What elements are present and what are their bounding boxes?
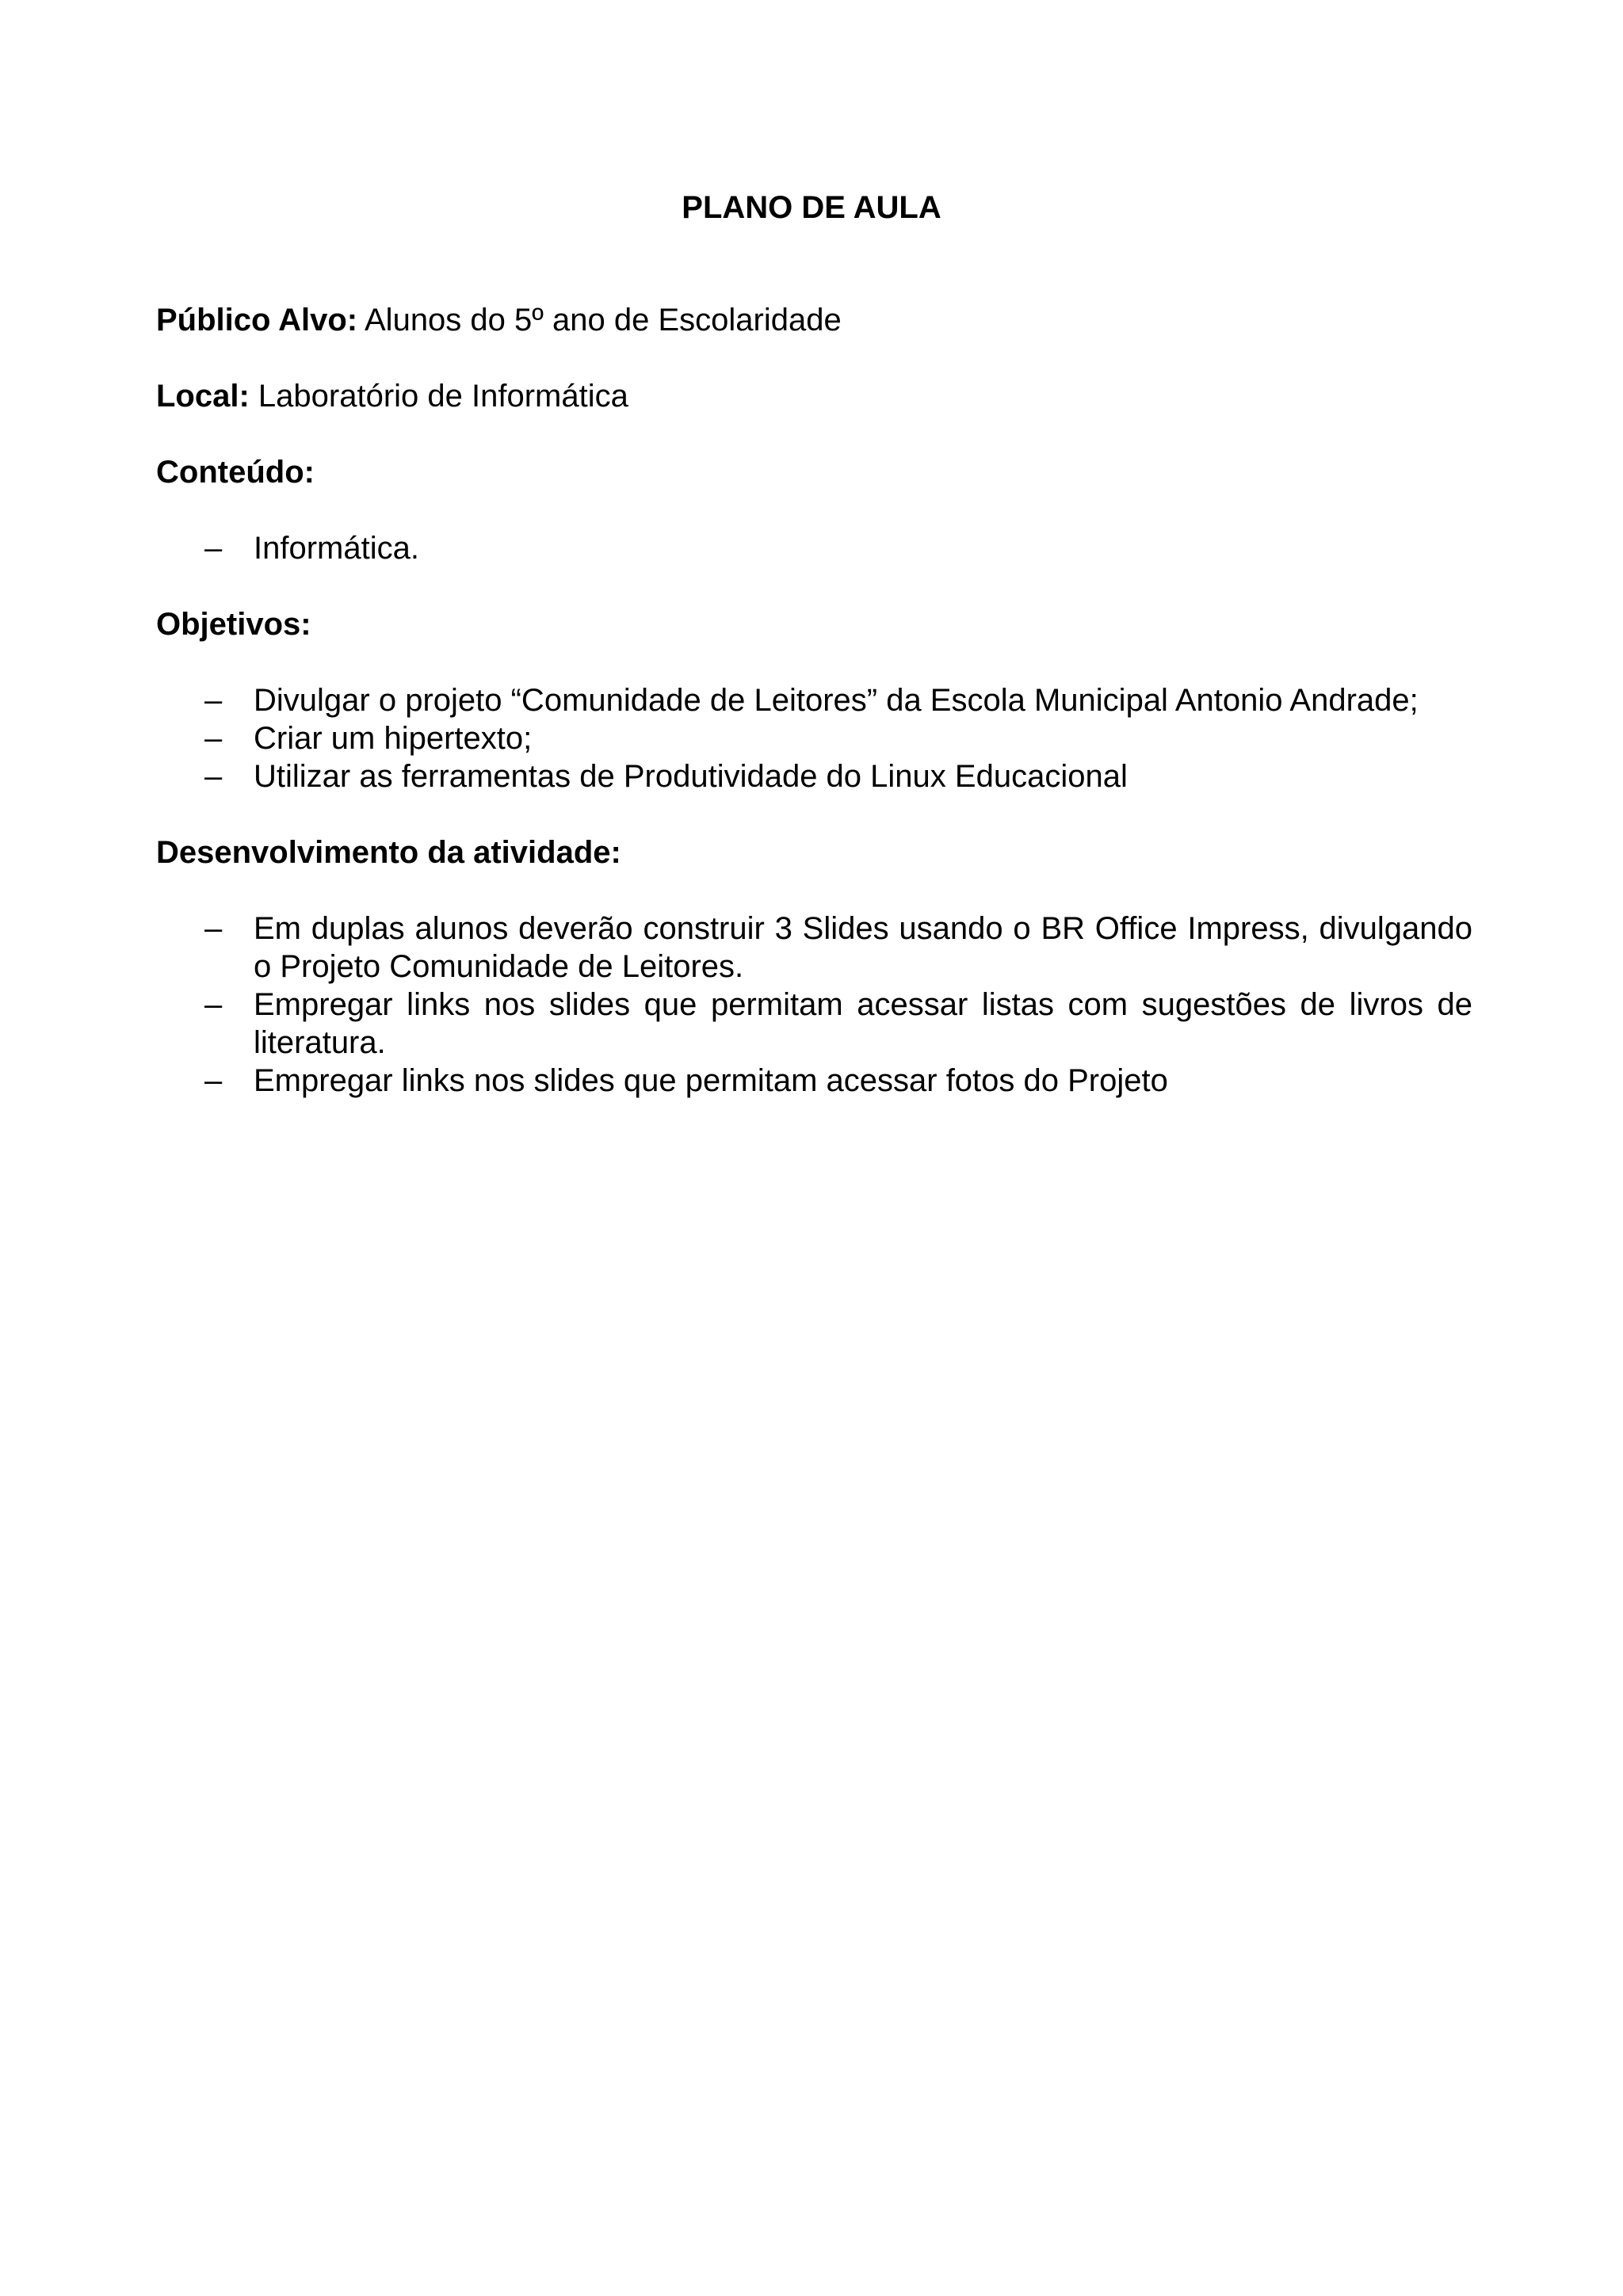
bullet-dash: –	[204, 911, 223, 946]
objetivos-heading: Objetivos:	[156, 607, 311, 642]
list-item-text: Utilizar as ferramentas de Produtividade do Linux Educacional	[254, 759, 1128, 794]
local-value: Laboratório de Informática	[258, 379, 628, 414]
list-item-text: Em duplas alunos deverão construir 3 Slides usando o BR Office Impress, divulgando o Projeto Comunidade de Leitores.	[254, 911, 1472, 984]
list-item-text: Divulgar o projeto “Comunidade de Leitores” da Escola Municipal Antonio Andrade;	[254, 683, 1419, 718]
bullet-dash: –	[204, 721, 223, 756]
local-label: Local:	[156, 379, 250, 414]
bullet-dash: –	[204, 683, 223, 718]
publico-alvo-value: Alunos do 5º ano de Escolaridade	[365, 303, 842, 338]
publico-alvo-line	[156, 301, 842, 339]
conteudo-heading: Conteúdo:	[156, 455, 315, 490]
publico-alvo-label: Público Alvo:	[156, 303, 358, 338]
list-item-text: Informática.	[254, 531, 419, 566]
bullet-dash: –	[204, 759, 223, 794]
list-item-text: Empregar links nos slides que permitam acessar listas com sugestões de livros de literatura.	[254, 987, 1472, 1060]
document-title: PLANO DE AULA	[682, 190, 941, 225]
list-item-text: Empregar links nos slides que permitam acessar fotos do Projeto	[254, 1063, 1168, 1098]
local-line	[156, 377, 628, 415]
desenvolvimento-heading: Desenvolvimento da atividade:	[156, 835, 621, 870]
bullet-dash: –	[204, 1063, 223, 1098]
bullet-dash: –	[204, 987, 223, 1022]
bullet-dash: –	[204, 531, 223, 566]
list-item-text: Criar um hipertexto;	[254, 721, 533, 756]
